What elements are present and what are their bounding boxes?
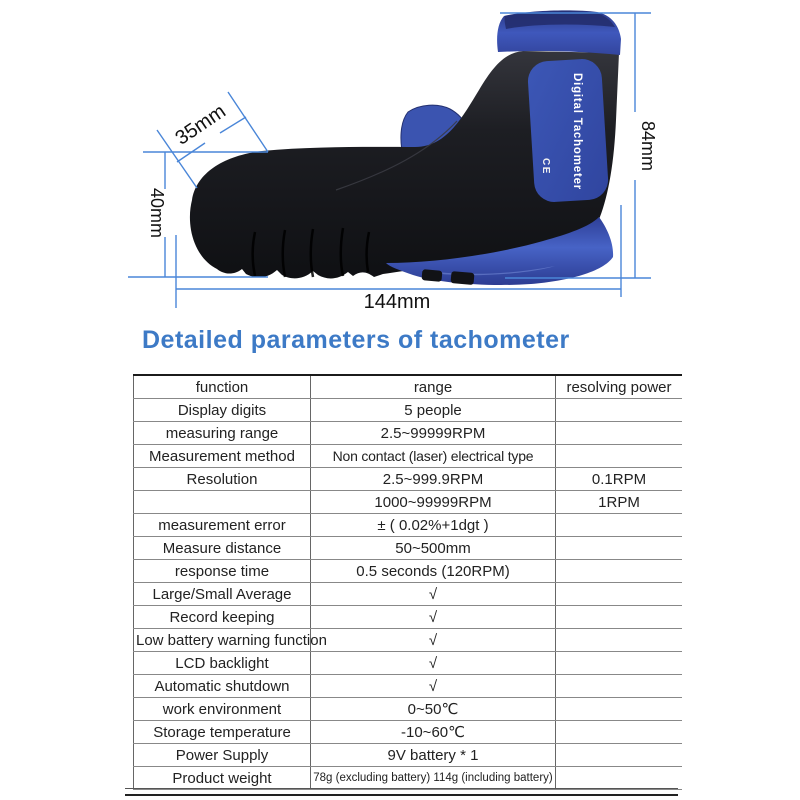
table-cell: Product weight [134, 767, 311, 790]
table-cell: Low battery warning function [134, 629, 311, 652]
table-cell: Measure distance [134, 537, 311, 560]
table-row [134, 744, 683, 767]
spec-table [133, 374, 682, 790]
table-cell [556, 583, 683, 606]
dim-144mm-label: 144mm [363, 291, 431, 313]
table-row [134, 675, 683, 698]
table-cell: Power Supply [134, 744, 311, 767]
table-row [134, 767, 683, 790]
table-cell: Resolution [134, 468, 311, 491]
table-cell [556, 675, 683, 698]
table-row [134, 560, 683, 583]
header-resolving-power: resolving power [556, 375, 683, 399]
table-cell: 0.1RPM [556, 468, 683, 491]
table-cell: Record keeping [134, 606, 311, 629]
table-cell: √ [311, 583, 556, 606]
table-cell: Measurement method [134, 445, 311, 468]
header-function: function [134, 375, 311, 399]
table-row [134, 606, 683, 629]
table-row [134, 537, 683, 560]
table-row [134, 652, 683, 675]
table-row [134, 399, 683, 422]
table-header-row [134, 375, 683, 399]
tachometer-device [190, 10, 621, 285]
dim-40mm-label: 40mm [147, 187, 167, 239]
table-cell: 1RPM [556, 491, 683, 514]
product-figure [0, 0, 800, 322]
table-cell: Storage temperature [134, 721, 311, 744]
table-cell: measurement error [134, 514, 311, 537]
table-row [134, 445, 683, 468]
dim-35mm-label: 35mm [171, 100, 230, 150]
table-row [134, 422, 683, 445]
table-cell [556, 721, 683, 744]
table-cell [556, 606, 683, 629]
ce-mark: CE [540, 158, 551, 175]
table-cell: 2.5~999.9RPM [311, 468, 556, 491]
table-cell [556, 744, 683, 767]
table-cell [556, 399, 683, 422]
table-row [134, 629, 683, 652]
dim-84mm-label: 84mm [638, 120, 658, 172]
table-cell: 0.5 seconds (120RPM) [311, 560, 556, 583]
table-cell: measuring range [134, 422, 311, 445]
table-cell: √ [311, 652, 556, 675]
table-row [134, 468, 683, 491]
table-cell: 9V battery * 1 [311, 744, 556, 767]
table-row [134, 514, 683, 537]
table-cell: work environment [134, 698, 311, 721]
table-cell: Display digits [134, 399, 311, 422]
table-cell [556, 629, 683, 652]
device-label: Digital Tachometer [571, 73, 583, 191]
table-cell [556, 560, 683, 583]
table-cell: -10~60℃ [311, 721, 556, 744]
table-cell [556, 698, 683, 721]
device-label-panel [527, 58, 609, 203]
table-cell: Non contact (laser) electrical type [311, 445, 556, 468]
section-title: Detailed parameters of tachometer [142, 326, 570, 354]
table-cell [556, 514, 683, 537]
table-cell: response time [134, 560, 311, 583]
table-cell [134, 491, 311, 514]
table-cell [556, 652, 683, 675]
table-cell: 1000~99999RPM [311, 491, 556, 514]
header-range: range [311, 375, 556, 399]
table-cell: ± ( 0.02%+1dgt ) [311, 514, 556, 537]
table-cell [556, 445, 683, 468]
table-cell: 78g (excluding battery) 114g (including battery) [311, 767, 556, 790]
table-cell [556, 767, 683, 790]
table-cell: √ [311, 675, 556, 698]
table-cell: Automatic shutdown [134, 675, 311, 698]
table-cell: 2.5~99999RPM [311, 422, 556, 445]
table-cell: LCD backlight [134, 652, 311, 675]
table-cell [556, 422, 683, 445]
table-bottom-rule [125, 788, 678, 796]
table-row [134, 721, 683, 744]
table-row [134, 583, 683, 606]
table-cell: 50~500mm [311, 537, 556, 560]
table-cell: 5 people [311, 399, 556, 422]
table-cell [556, 537, 683, 560]
table-cell: Large/Small Average [134, 583, 311, 606]
table-cell: √ [311, 606, 556, 629]
table-cell: √ [311, 629, 556, 652]
table-row [134, 698, 683, 721]
table-row [134, 491, 683, 514]
table-cell: 0~50℃ [311, 698, 556, 721]
